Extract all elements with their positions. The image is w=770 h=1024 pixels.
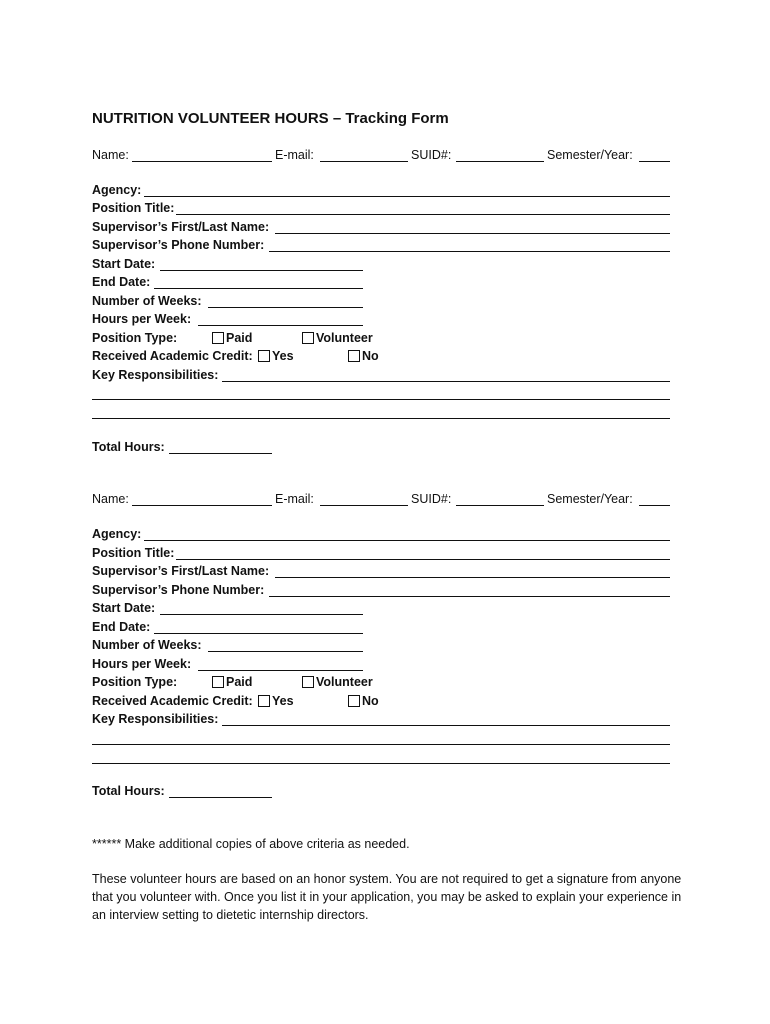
- num-weeks-label: Number of Weeks:: [92, 638, 202, 652]
- hours-per-week-row: [92, 656, 670, 674]
- total-hours-row: [92, 783, 670, 801]
- paid-label: Paid: [226, 331, 253, 345]
- total-hours-label: Total Hours:: [92, 784, 165, 798]
- supervisor-phone-label: Supervisor’s Phone Number:: [92, 583, 265, 597]
- name-label: Name:: [92, 492, 129, 506]
- email-field[interactable]: [320, 505, 408, 506]
- position-type-row: [92, 330, 670, 348]
- position-type-row: [92, 674, 670, 692]
- yes-checkbox[interactable]: [258, 695, 270, 707]
- semester-field[interactable]: [639, 505, 670, 506]
- key-responsibilities-line-2[interactable]: [92, 399, 670, 400]
- key-responsibilities-line-3[interactable]: [92, 418, 670, 419]
- no-label: No: [362, 694, 379, 708]
- header-row: [92, 147, 670, 165]
- form-title: NUTRITION VOLUNTEER HOURS – Tracking Form: [92, 110, 449, 127]
- hours-per-week-label: Hours per Week:: [92, 657, 192, 671]
- yes-label: Yes: [272, 694, 294, 708]
- academic-credit-row: [92, 693, 670, 711]
- supervisor-name-field[interactable]: [275, 577, 670, 578]
- suid-field[interactable]: [456, 161, 544, 162]
- hours-per-week-field[interactable]: [198, 670, 363, 671]
- total-hours-row: [92, 439, 670, 457]
- semester-label: Semester/Year:: [547, 492, 633, 506]
- num-weeks-label: Number of Weeks:: [92, 294, 202, 308]
- key-responsibilities-line-2[interactable]: [92, 744, 670, 745]
- supervisor-phone-field[interactable]: [269, 251, 670, 252]
- suid-label: SUID#:: [411, 148, 452, 162]
- supervisor-phone-row: [92, 582, 670, 600]
- agency-field[interactable]: [144, 540, 670, 541]
- position-title-row: [92, 545, 670, 563]
- semester-label: Semester/Year:: [547, 148, 633, 162]
- end-date-field[interactable]: [154, 288, 363, 289]
- copies-note: ****** Make additional copies of above criteria as needed.: [92, 837, 410, 851]
- no-option[interactable]: [348, 348, 379, 364]
- suid-label: SUID#:: [411, 492, 452, 506]
- agency-row: [92, 182, 670, 200]
- volunteer-label: Volunteer: [316, 675, 373, 689]
- paid-checkbox[interactable]: [212, 676, 224, 688]
- supervisor-name-label: Supervisor’s First/Last Name:: [92, 220, 270, 234]
- num-weeks-field[interactable]: [208, 307, 363, 308]
- volunteer-option[interactable]: [302, 674, 373, 690]
- position-title-label: Position Title:: [92, 201, 175, 215]
- hours-per-week-field[interactable]: [198, 325, 363, 326]
- supervisor-name-row: [92, 219, 670, 237]
- agency-label: Agency:: [92, 183, 142, 197]
- end-date-field[interactable]: [154, 633, 363, 634]
- header-row: [92, 491, 670, 509]
- supervisor-phone-label: Supervisor’s Phone Number:: [92, 238, 265, 252]
- email-label: E-mail:: [275, 492, 314, 506]
- agency-row: [92, 526, 670, 544]
- num-weeks-row: [92, 637, 670, 655]
- key-responsibilities-row: [92, 367, 670, 385]
- paid-label: Paid: [226, 675, 253, 689]
- academic-credit-row: [92, 348, 670, 366]
- yes-checkbox[interactable]: [258, 350, 270, 362]
- no-label: No: [362, 349, 379, 363]
- supervisor-name-row: [92, 563, 670, 581]
- paid-option[interactable]: [212, 674, 252, 690]
- total-hours-label: Total Hours:: [92, 440, 165, 454]
- num-weeks-row: [92, 293, 670, 311]
- email-label: E-mail:: [275, 148, 314, 162]
- total-hours-field[interactable]: [169, 453, 272, 454]
- agency-field[interactable]: [144, 196, 670, 197]
- key-responsibilities-line-3[interactable]: [92, 763, 670, 764]
- key-responsibilities-field[interactable]: [222, 725, 670, 726]
- position-title-field[interactable]: [176, 214, 670, 215]
- no-checkbox[interactable]: [348, 695, 360, 707]
- start-date-row: [92, 256, 670, 274]
- hours-per-week-row: [92, 311, 670, 329]
- supervisor-name-label: Supervisor’s First/Last Name:: [92, 564, 270, 578]
- supervisor-phone-field[interactable]: [269, 596, 670, 597]
- key-responsibilities-label: Key Responsibilities:: [92, 368, 219, 382]
- supervisor-name-field[interactable]: [275, 233, 670, 234]
- supervisor-phone-row: [92, 237, 670, 255]
- volunteer-option[interactable]: [302, 330, 373, 346]
- position-title-row: [92, 200, 670, 218]
- academic-credit-label: Received Academic Credit:: [92, 694, 253, 708]
- yes-option[interactable]: [258, 693, 294, 709]
- key-responsibilities-row: [92, 711, 670, 729]
- honor-system-note: These volunteer hours are based on an honor system. You are not required to get a signature from anyone that you volunteer with. Once you list it in your application, you may be asked to explain your experience in an interview setting to dietetic internship directors.: [92, 872, 682, 922]
- no-option[interactable]: [348, 693, 379, 709]
- start-date-row: [92, 600, 670, 618]
- yes-option[interactable]: [258, 348, 294, 364]
- end-date-label: End Date:: [92, 275, 151, 289]
- volunteer-label: Volunteer: [316, 331, 373, 345]
- start-date-label: Start Date:: [92, 257, 156, 271]
- start-date-label: Start Date:: [92, 601, 156, 615]
- volunteer-checkbox[interactable]: [302, 676, 314, 688]
- num-weeks-field[interactable]: [208, 651, 363, 652]
- volunteer-checkbox[interactable]: [302, 332, 314, 344]
- end-date-row: [92, 619, 670, 637]
- key-responsibilities-label: Key Responsibilities:: [92, 712, 219, 726]
- academic-credit-label: Received Academic Credit:: [92, 349, 253, 363]
- email-field[interactable]: [320, 161, 408, 162]
- start-date-field[interactable]: [160, 614, 363, 615]
- end-date-row: [92, 274, 670, 292]
- total-hours-field[interactable]: [169, 797, 272, 798]
- suid-field[interactable]: [456, 505, 544, 506]
- yes-label: Yes: [272, 349, 294, 363]
- start-date-field[interactable]: [160, 270, 363, 271]
- hours-per-week-label: Hours per Week:: [92, 312, 192, 326]
- position-title-field[interactable]: [176, 559, 670, 560]
- paid-checkbox[interactable]: [212, 332, 224, 344]
- paid-option[interactable]: [212, 330, 252, 346]
- position-type-label: Position Type:: [92, 331, 178, 345]
- no-checkbox[interactable]: [348, 350, 360, 362]
- position-type-label: Position Type:: [92, 675, 178, 689]
- semester-field[interactable]: [639, 161, 670, 162]
- end-date-label: End Date:: [92, 620, 151, 634]
- agency-label: Agency:: [92, 527, 142, 541]
- name-field[interactable]: [132, 505, 272, 506]
- key-responsibilities-field[interactable]: [222, 381, 670, 382]
- name-field[interactable]: [132, 161, 272, 162]
- position-title-label: Position Title:: [92, 546, 175, 560]
- name-label: Name:: [92, 148, 129, 162]
